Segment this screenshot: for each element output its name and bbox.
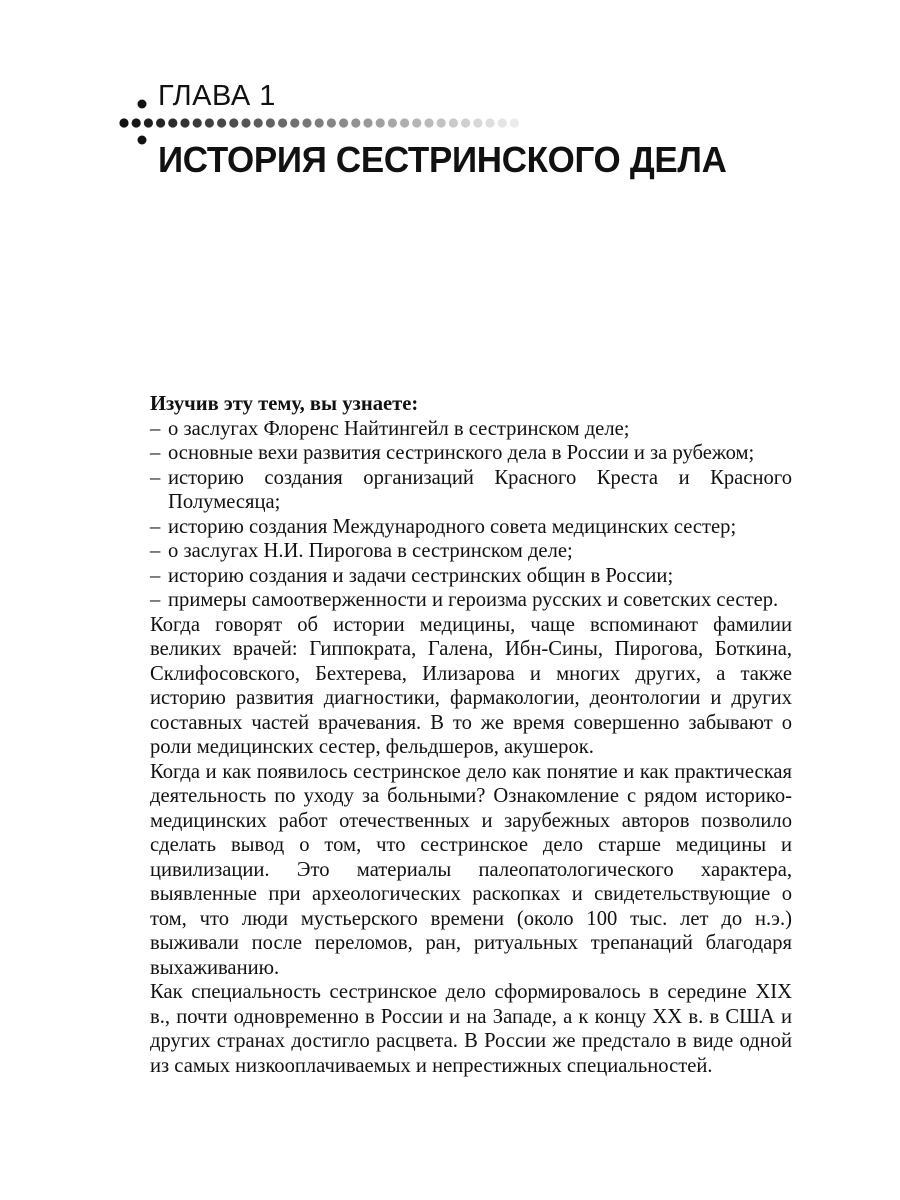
ornament-dot (473, 118, 482, 127)
page-body (150, 392, 792, 1078)
chapter-label: ГЛАВА 1 (158, 80, 276, 112)
ornament-dot (193, 118, 202, 127)
ornament-dot (144, 118, 153, 127)
ornament-dot (461, 118, 470, 127)
ornament-dot (205, 118, 214, 127)
ornament-dot (412, 118, 421, 127)
objective-item: – о заслугах Флоренс Найтингейл в сестринском деле; (150, 417, 792, 442)
objective-item: – историю создания Международного совета медицинских сестер; (150, 515, 792, 540)
ornament-dot (180, 118, 189, 127)
ornament-dot (138, 100, 147, 109)
learning-objectives-heading: Изучив эту тему, вы узнаете: (150, 393, 419, 415)
ornament-dot (437, 118, 446, 127)
objective-item: – основные вехи развития сестринского дела в России и за рубежом; (150, 441, 792, 466)
ornament-dot (229, 118, 238, 127)
ornament-dot (485, 118, 494, 127)
ornament-dot (339, 118, 348, 127)
paragraph-text: Когда и как появилось сестринское дело как понятие и как практическая деятельность по уходу за больными? Ознакомление с рядом историко-медицинских работ отечественных и зарубежных авторов позволило сделать вывод о том, что сестринское дело старше медицины и цивилизации. Это материалы палеопатологического характера, выявленные при археологических раскопках и свидетельствующие о том, что люди мустьерского времени (около 100 тыс. лет до н.э.) выживали после переломов, ран, ритуальных трепанаций благодаря выхаживанию. (150, 760, 792, 979)
ornament-dot (400, 118, 409, 127)
chapter-title: ИСТОРИЯ СЕСТРИНСКОГО ДЕЛА (158, 139, 727, 180)
body-paragraph (150, 613, 792, 760)
ornament-dot (138, 136, 147, 145)
paragraph-text: Как специальность сестринское дело сформировалось в середине XIX в., почти одновременно в России и на Западе, а к концу XX в. в США и других странах достигло расцвета. В России же предстало в виде одной из самых низкооплачиваемых и непрестижных специальностей. (150, 981, 792, 1077)
ornament-dot (510, 118, 519, 127)
ornament-dot (498, 118, 507, 127)
paragraph-text: Когда говорят об истории медицины, чаще вспоминают фамилии великих врачей: Гиппократа, Галена, Ибн-Сины, Пирогова, Боткина, Склифосовского, Бехтерева, Илизарова и многих других, а также историю развития диагностики, фармакологии, деонтологии и других составных частей врачевания. В то же время совершенно забывают о роли медицинских сестер, фельдшеров, акушерок. (150, 613, 792, 758)
ornament-dot (363, 118, 372, 127)
ornament-dot (266, 118, 275, 127)
ornament-dot (168, 118, 177, 127)
objective-item: – историю создания организаций Красного Креста и Красного Полумесяца; (150, 466, 792, 515)
ornament-dot (132, 118, 141, 127)
ornament-dot (327, 118, 336, 127)
ornament-dot (449, 118, 458, 127)
ornament-dot (315, 118, 324, 127)
ornament-dot (156, 118, 165, 127)
body-paragraph (150, 980, 792, 1078)
objective-item: – о заслугах Н.И. Пирогова в сестринском деле; (150, 539, 792, 564)
ornament-dot (217, 118, 226, 127)
ornament-dot (278, 118, 287, 127)
ornament-dot (376, 118, 385, 127)
ornament-dot (388, 118, 397, 127)
ornament-dot (424, 118, 433, 127)
objective-item: – историю создания и задачи сестринских общин в России; (150, 564, 792, 589)
learning-objectives-list (150, 417, 792, 613)
ornament-dot (254, 118, 263, 127)
ornament-dot (302, 118, 311, 127)
ornament-dot (119, 118, 128, 127)
body-paragraph (150, 760, 792, 981)
ornament-dot (351, 118, 360, 127)
ornament-dot (290, 118, 299, 127)
objective-item: – примеры самоотверженности и героизма русских и советских сестер. (150, 588, 792, 613)
ornament-dot (241, 118, 250, 127)
